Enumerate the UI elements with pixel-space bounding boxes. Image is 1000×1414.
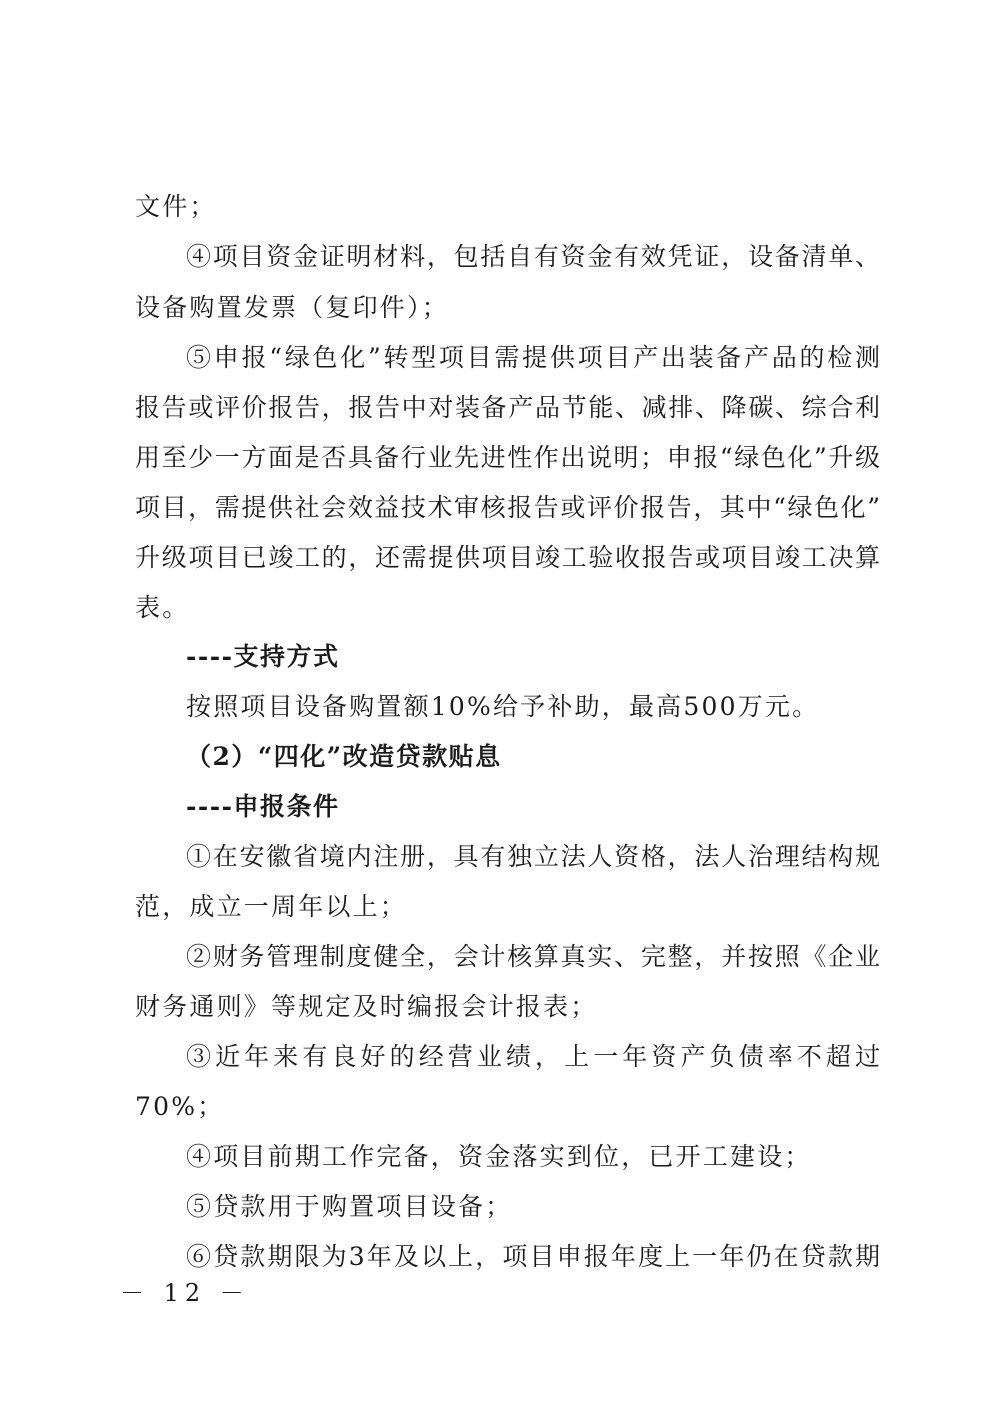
text-line: 财务通则》等规定及时编报会计报表； (135, 992, 598, 1021)
text-line: 项目，需提供社会效益技术审核报告或评价报告，其中“绿色化” (135, 493, 880, 522)
text-line: ①在安徽省境内注册，具有独立法人资格，法人治理结构规 (186, 842, 880, 871)
text-line: ⑤申报“绿色化”转型项目需提供项目产出装备产品的检测 (186, 343, 880, 372)
text-line: 文件； (135, 192, 217, 221)
text-line: ④项目前期工作完备，资金落实到位，已开工建设； (186, 1142, 812, 1171)
section-heading-support-method: ----支持方式 (186, 642, 340, 671)
text-line: ③近年来有良好的经营业绩，上一年资产负债率不超过 (186, 1042, 880, 1071)
page-number: － 12 － (120, 1279, 250, 1307)
text-line: 报告或评价报告，报告中对装备产品节能、减排、降碳、综合利 (135, 393, 880, 422)
text-line: 表。 (135, 593, 190, 622)
text-line: ②财务管理制度健全，会计核算真实、完整，并按照《企业 (186, 942, 880, 971)
text-line: 70%； (135, 1092, 225, 1121)
text-line: 设备购置发票（复印件）； (135, 293, 449, 322)
text-line: 用至少一方面是否具备行业先进性作出说明；申报“绿色化”升级 (135, 443, 880, 472)
text-line: ④项目资金证明材料，包括自有资金有效凭证，设备清单、 (186, 242, 880, 271)
subsection-heading-loan-subsidy: （2）“四化”改造贷款贴息 (186, 742, 502, 771)
text-line: 范，成立一周年以上； (135, 892, 408, 921)
text-line: ⑤贷款用于购置项目设备； (186, 1192, 513, 1221)
text-line: 按照项目设备购置额10%给予补助，最高500万元。 (186, 692, 820, 721)
text-line: ⑥贷款期限为3年及以上，项目申报年度上一年仍在贷款期 (186, 1242, 880, 1271)
text-line: 升级项目已竣工的，还需提供项目竣工验收报告或项目竣工决算 (135, 543, 880, 572)
section-heading-application-conditions: ----申报条件 (186, 792, 340, 821)
